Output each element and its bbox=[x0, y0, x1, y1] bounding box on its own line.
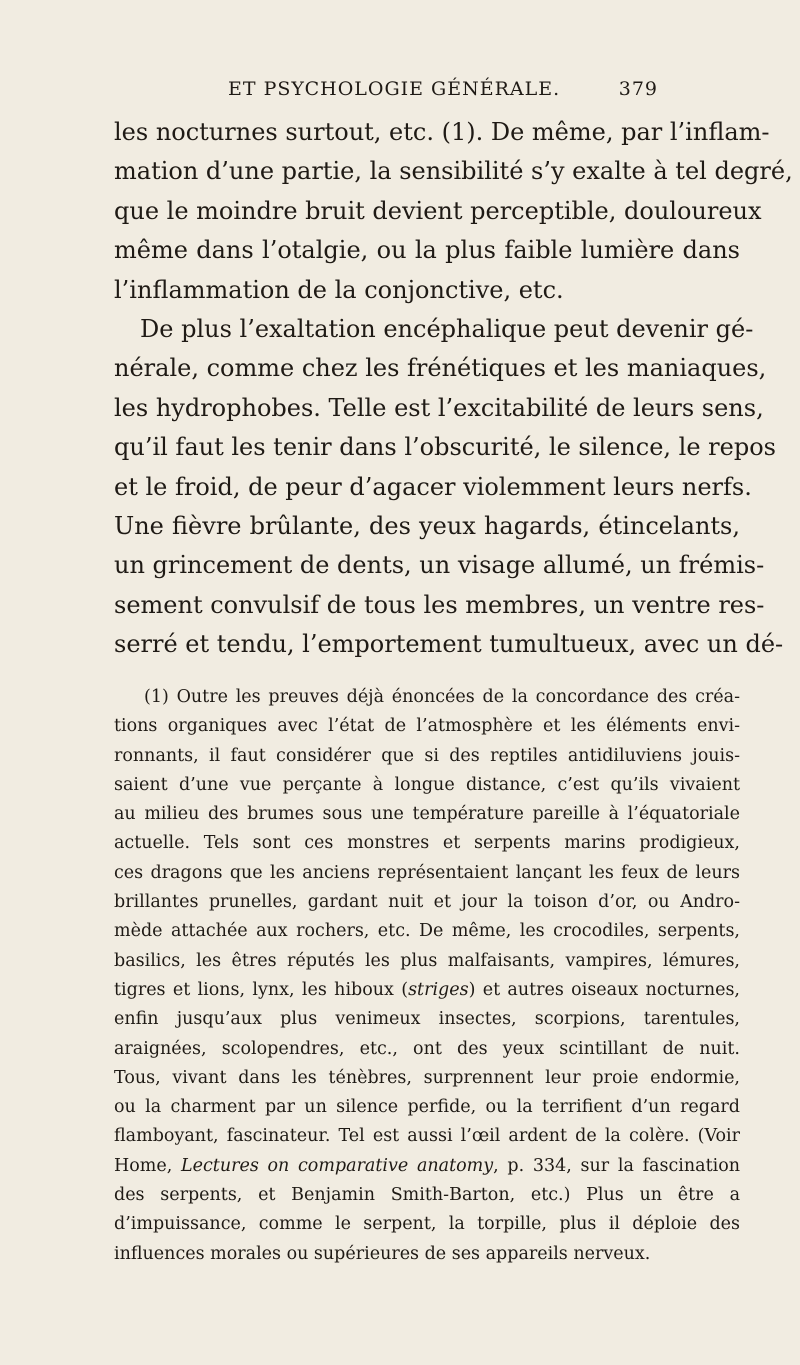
footnote-line: actuelle. Tels sont ces monstres et serpents marins prodigieux, bbox=[114, 833, 740, 854]
footnote-line: au milieu des brumes sous une température pareille à l’équatoriale bbox=[114, 804, 740, 825]
footnote-segment: ) et autres oiseaux nocturnes, bbox=[468, 979, 740, 1000]
text-line: qu’il faut les tenir dans l’obscurité, le silence, le repos bbox=[114, 433, 776, 462]
footnote-line: Tous, vivant dans les ténèbres, surprennent leur proie endormie, bbox=[114, 1067, 740, 1088]
footnote-line: influences morales ou supérieures de ses appareils nerveux. bbox=[114, 1243, 651, 1264]
text-line: l’inflammation de la conjonctive, etc. bbox=[114, 275, 564, 304]
footnote-line: tions organiques avec l’état de l’atmosphère et les éléments envi- bbox=[114, 716, 740, 737]
footnote-line: basilics, les êtres réputés les plus malfaisants, vampires, lémures, bbox=[114, 950, 740, 971]
footnote-line: d’impuissance, comme le serpent, la torpille, plus il déploie des bbox=[114, 1214, 740, 1235]
footnote-line: des serpents, et Benjamin Smith-Barton, etc.) Plus un être a bbox=[114, 1185, 740, 1206]
footnote-line: ou la charment par un silence perfide, ou la terrifient d’un regard bbox=[114, 1097, 740, 1118]
text-line: les hydrophobes. Telle est l’excitabilité de leurs sens, bbox=[114, 393, 764, 422]
footnote-line: brillantes prunelles, gardant nuit et jour la toison d’or, ou Andro- bbox=[114, 892, 740, 913]
footnote-line: mède attachée aux rochers, etc. De même, les crocodiles, serpents, bbox=[114, 921, 740, 942]
text-line: un grincement de dents, un visage allumé, un frémis- bbox=[114, 551, 765, 580]
footnote-line: saient d’une vue perçante à longue distance, c’est qu’ils vivaient bbox=[114, 774, 740, 795]
footnote-line: ronnants, il faut considérer que si des reptiles antidiluviens jouis- bbox=[114, 745, 740, 766]
footnote-line: (1) Outre les preuves déjà énoncées de la concordance des créa- bbox=[144, 687, 740, 707]
footnote-line: araignées, scolopendres, etc., ont des yeux scintillant de nuit. bbox=[114, 1038, 740, 1059]
footnote-segment: tigres et lions, lynx, les hiboux ( bbox=[114, 979, 409, 1000]
text-line: même dans l’otalgie, ou la plus faible lumière dans bbox=[114, 236, 740, 265]
text-line: De plus l’exaltation encéphalique peut devenir gé- bbox=[140, 315, 754, 344]
text-line: nérale, comme chez les frénétiques et les maniaques, bbox=[114, 354, 767, 383]
page-number: 379 bbox=[618, 78, 658, 100]
footnote-segment: Home, bbox=[114, 1155, 182, 1176]
text-line: les nocturnes surtout, etc. (1). De même, par l’inflam- bbox=[114, 118, 770, 146]
footnote bbox=[114, 683, 740, 1269]
text-line: Une fièvre brûlante, des yeux hagards, étincelants, bbox=[114, 512, 740, 541]
footnote-line bbox=[114, 1152, 740, 1181]
running-title: ET PSYCHOLOGIE GÉNÉRALE. bbox=[228, 78, 561, 100]
footnote-line: ces dragons que les anciens représentaient lançant les feux de leurs bbox=[114, 862, 740, 883]
text-line: mation d’une partie, la sensibilité s’y exalte à tel degré, bbox=[114, 157, 793, 186]
footnote-italic-title: Lectures on comparative anatomy bbox=[181, 1155, 494, 1176]
footnote-line bbox=[114, 976, 740, 1005]
running-header bbox=[228, 78, 658, 108]
footnote-italic-striges: striges bbox=[408, 979, 469, 1000]
footnote-line: flamboyant, fascinateur. Tel est aussi l’œil ardent de la colère. (Voir bbox=[114, 1126, 740, 1147]
footnote-line: enfin jusqu’aux plus venimeux insectes, scorpions, tarentules, bbox=[114, 1009, 740, 1030]
text-line: et le froid, de peur d’agacer violemment leurs nerfs. bbox=[114, 472, 752, 501]
text-line: serré et tendu, l’emportement tumultueux, avec un dé- bbox=[114, 630, 784, 659]
text-line: que le moindre bruit devient perceptible, douloureux bbox=[114, 196, 762, 225]
main-text bbox=[114, 113, 793, 665]
footnote-segment: , p. 334, sur la fascination bbox=[493, 1155, 741, 1176]
text-line: sement convulsif de tous les membres, un ventre res- bbox=[114, 590, 765, 619]
